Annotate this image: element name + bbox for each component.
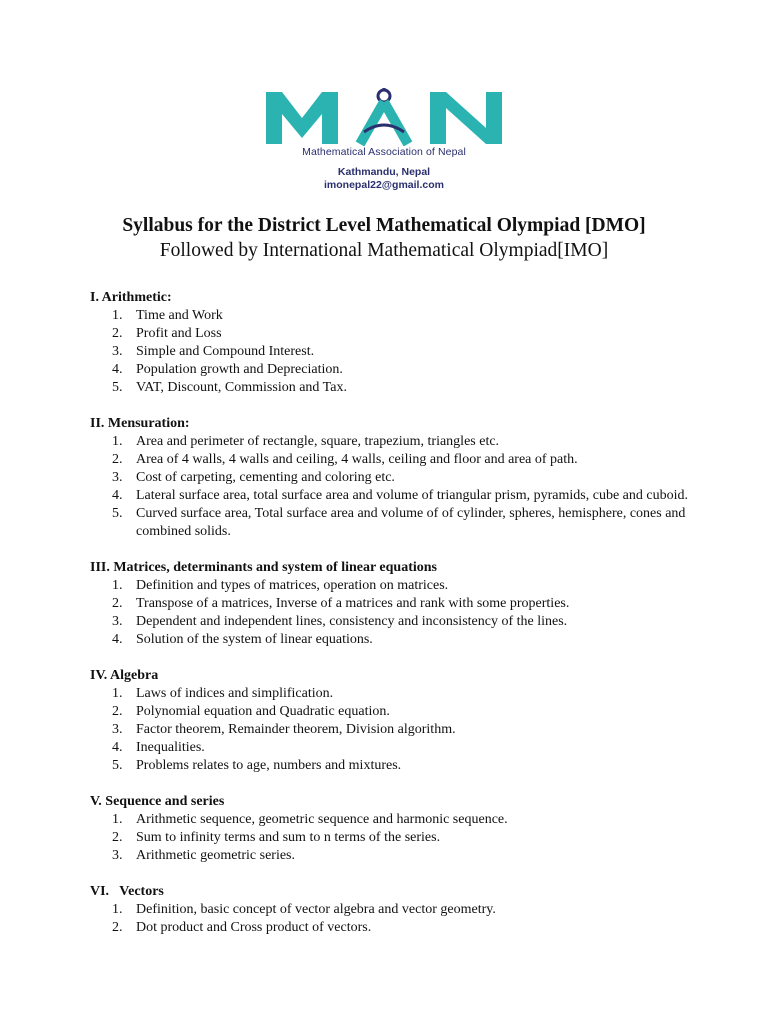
topic-list bbox=[90, 901, 690, 937]
list-item: 5. Problems relates to age, numbers and mixtures. bbox=[112, 758, 402, 773]
section-arithmetic bbox=[90, 289, 690, 397]
list-item: 3. Simple and Compound Interest. bbox=[112, 344, 315, 359]
section-algebra bbox=[90, 667, 690, 775]
syllabus-sections bbox=[90, 289, 690, 955]
topic-list bbox=[90, 811, 690, 865]
organization-logo bbox=[250, 88, 518, 192]
section-heading: V. Sequence and series bbox=[90, 794, 225, 809]
page-title: Syllabus for the District Level Mathematical Olympiad [DMO] bbox=[122, 215, 646, 236]
list-item: 1. Area and perimeter of rectangle, square, trapezium, triangles etc. bbox=[112, 434, 500, 449]
section-heading: IV. Algebra bbox=[90, 668, 159, 683]
section-heading: I. Arithmetic: bbox=[90, 290, 172, 305]
section-mensuration bbox=[90, 415, 690, 541]
list-item: 4. Lateral surface area, total surface area and volume of triangular prism, pyramids, cube and cuboid. bbox=[112, 488, 688, 503]
list-item: 5. VAT, Discount, Commission and Tax. bbox=[112, 380, 347, 395]
list-item: 1. Laws of indices and simplification. bbox=[112, 686, 334, 701]
list-item: 1. Time and Work bbox=[112, 308, 223, 323]
list-item: 2. Area of 4 walls, 4 walls and ceiling, 4 walls, ceiling and floor and area of path. bbox=[112, 452, 578, 467]
logo-email: imonepal22@gmail.com bbox=[324, 179, 444, 191]
section-heading: II. Mensuration: bbox=[90, 416, 190, 431]
list-item: 3. Arithmetic geometric series. bbox=[112, 848, 295, 863]
section-heading: VI. Vectors bbox=[90, 884, 164, 899]
list-item: 1. Definition, basic concept of vector algebra and vector geometry. bbox=[112, 902, 496, 917]
list-item: 2. Polynomial equation and Quadratic equation. bbox=[112, 704, 390, 719]
list-item: 2. Transpose of a matrices, Inverse of a matrices and rank with some properties. bbox=[112, 596, 570, 611]
man-logo-icon bbox=[264, 88, 504, 146]
list-item: 2. Profit and Loss bbox=[112, 326, 222, 341]
list-item: 4. Inequalities. bbox=[112, 740, 205, 755]
section-heading: III. Matrices, determinants and system of linear equations bbox=[90, 560, 438, 575]
list-item: 3. Factor theorem, Remainder theorem, Division algorithm. bbox=[112, 722, 456, 737]
list-item: 5. Curved surface area, Total surface area and volume of of cylinder, spheres, hemisphere, cones and combined solids. bbox=[112, 506, 686, 539]
list-item: 4. Solution of the system of linear equations. bbox=[112, 632, 373, 647]
section-matrices bbox=[90, 559, 690, 649]
list-item: 3. Cost of carpeting, cementing and coloring etc. bbox=[112, 470, 395, 485]
topic-list bbox=[90, 577, 690, 649]
page-subtitle: Followed by International Mathematical Olympiad[IMO] bbox=[159, 240, 609, 261]
logo-location: Kathmandu, Nepal bbox=[337, 166, 431, 178]
list-item: 4. Population growth and Depreciation. bbox=[112, 362, 343, 377]
section-vectors bbox=[90, 883, 690, 937]
topic-list bbox=[90, 433, 690, 541]
list-item: 2. Dot product and Cross product of vectors. bbox=[112, 920, 372, 935]
list-item: 1. Definition and types of matrices, operation on matrices. bbox=[112, 578, 449, 593]
section-sequence-series bbox=[90, 793, 690, 865]
topic-list bbox=[90, 307, 690, 397]
list-item: 3. Dependent and independent lines, consistency and inconsistency of the lines. bbox=[112, 614, 568, 629]
list-item: 1. Arithmetic sequence, geometric sequence and harmonic sequence. bbox=[112, 812, 508, 827]
list-item: 2. Sum to infinity terms and sum to n terms of the series. bbox=[112, 830, 441, 845]
topic-list bbox=[90, 685, 690, 775]
logo-tagline: Mathematical Association of Nepal bbox=[302, 146, 466, 158]
